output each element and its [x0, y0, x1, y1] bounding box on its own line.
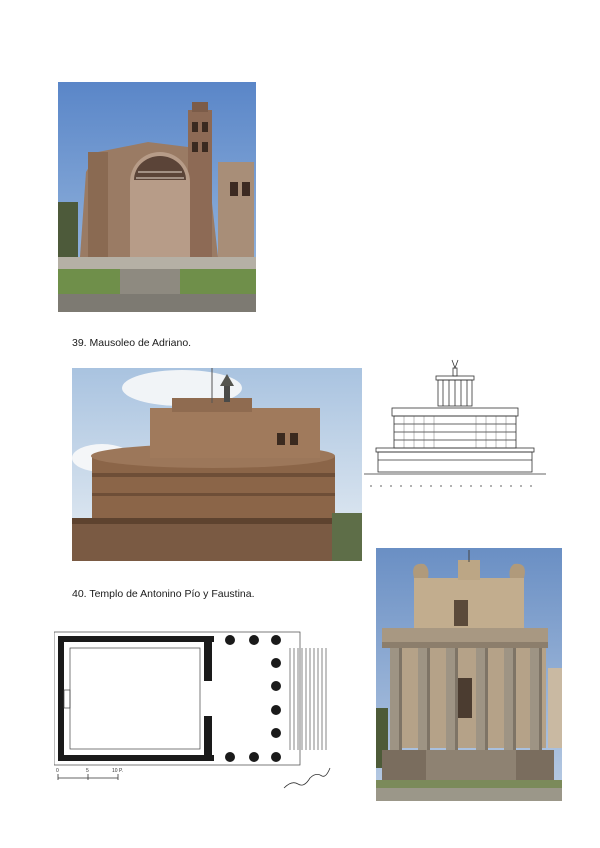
signature-scribble	[284, 768, 330, 788]
scale-label-0: 0	[56, 768, 59, 774]
scale-label-10: 10 P.	[112, 768, 124, 774]
caption-fig-39: 39. Mausoleo de Adriano.	[72, 337, 192, 349]
floor-plan-drawing	[54, 630, 334, 792]
ruins-photo	[58, 82, 256, 312]
scale-label-5: 5	[86, 768, 89, 774]
castel-photo	[72, 368, 362, 561]
caption-fig-40: 40. Templo de Antonino Pío y Faustina.	[72, 588, 255, 600]
elevation-drawing	[364, 358, 546, 498]
temple-photo	[376, 548, 562, 801]
